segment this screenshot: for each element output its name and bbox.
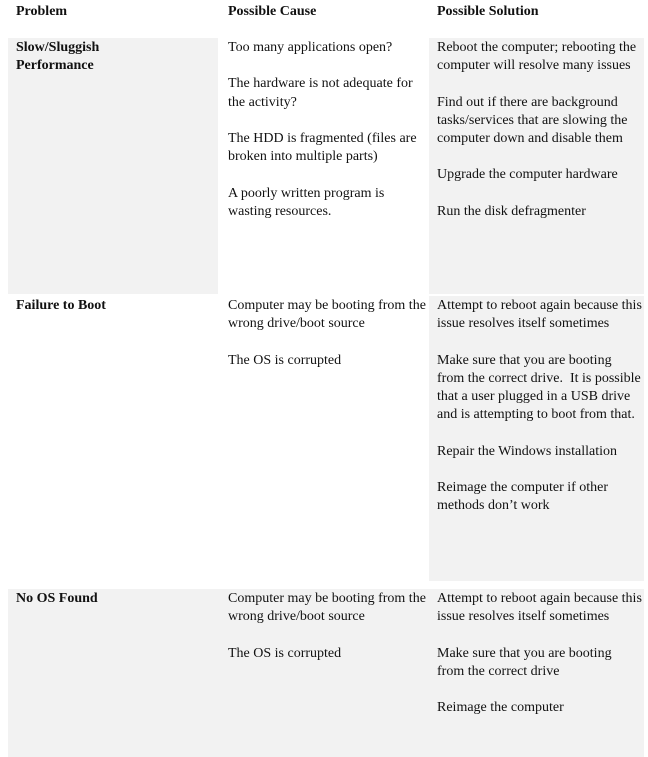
solution-item: Run the disk defragmenter <box>437 203 586 219</box>
solution-item: Repair the Windows installation <box>437 443 617 459</box>
cause-item: Too many applications open? <box>228 40 393 55</box>
cause-cell <box>220 589 428 663</box>
solution-item: Reimage the computer if other methods don’t work <box>437 479 609 514</box>
solution-cell <box>429 38 644 221</box>
problem-cell <box>8 296 218 315</box>
header-possible-cause: Possible Cause <box>228 4 317 19</box>
table-header-row <box>8 0 644 36</box>
solution-item: Find out if there are background tasks/services that are slowing the computer down and disable them <box>437 94 628 146</box>
solution-item: Upgrade the computer hardware <box>437 167 618 183</box>
header-possible-solution: Possible Solution <box>437 4 539 19</box>
problem-label: Failure to Boot <box>16 298 106 313</box>
table-row <box>8 38 644 294</box>
cell-background <box>8 296 218 581</box>
problem-label: No OS Found <box>16 591 98 606</box>
table-row <box>8 589 644 757</box>
problem-cell <box>8 38 218 75</box>
cause-item: The hardware is not adequate for the activity? <box>228 76 413 110</box>
solution-cell <box>429 296 644 515</box>
solution-item: Attempt to reboot again because this issue resolves itself sometimes <box>437 591 642 625</box>
cause-item: The OS is corrupted <box>228 352 342 368</box>
table-row <box>8 296 644 581</box>
cause-item: The HDD is fragmented (files are broken into multiple parts) <box>228 130 417 165</box>
cause-item: Computer may be booting from the wrong drive/boot source <box>228 591 426 625</box>
troubleshooting-table <box>8 0 644 757</box>
cause-cell <box>220 38 428 221</box>
cause-item: A poorly written program is wasting resources. <box>228 185 385 219</box>
problem-label: Slow/Sluggish Performance <box>16 40 100 74</box>
problem-cell <box>8 589 218 608</box>
solution-cell <box>429 589 644 717</box>
cause-item: Computer may be booting from the wrong drive/boot source <box>228 298 426 332</box>
solution-item: Make sure that you are booting from the correct drive. It is possible that a user plugged in a USB drive and is attempting to boot from that. <box>437 352 645 423</box>
header-problem: Problem <box>16 4 68 19</box>
solution-item: Make sure that you are booting from the correct drive <box>437 645 612 679</box>
solution-item: Reboot the computer; rebooting the computer will resolve many issues <box>437 40 637 74</box>
solution-item: Reimage the computer <box>437 700 564 716</box>
cause-item: The OS is corrupted <box>228 645 342 661</box>
solution-item: Attempt to reboot again because this issue resolves itself sometimes <box>437 298 642 332</box>
cell-background <box>8 38 218 294</box>
cause-cell <box>220 296 428 370</box>
